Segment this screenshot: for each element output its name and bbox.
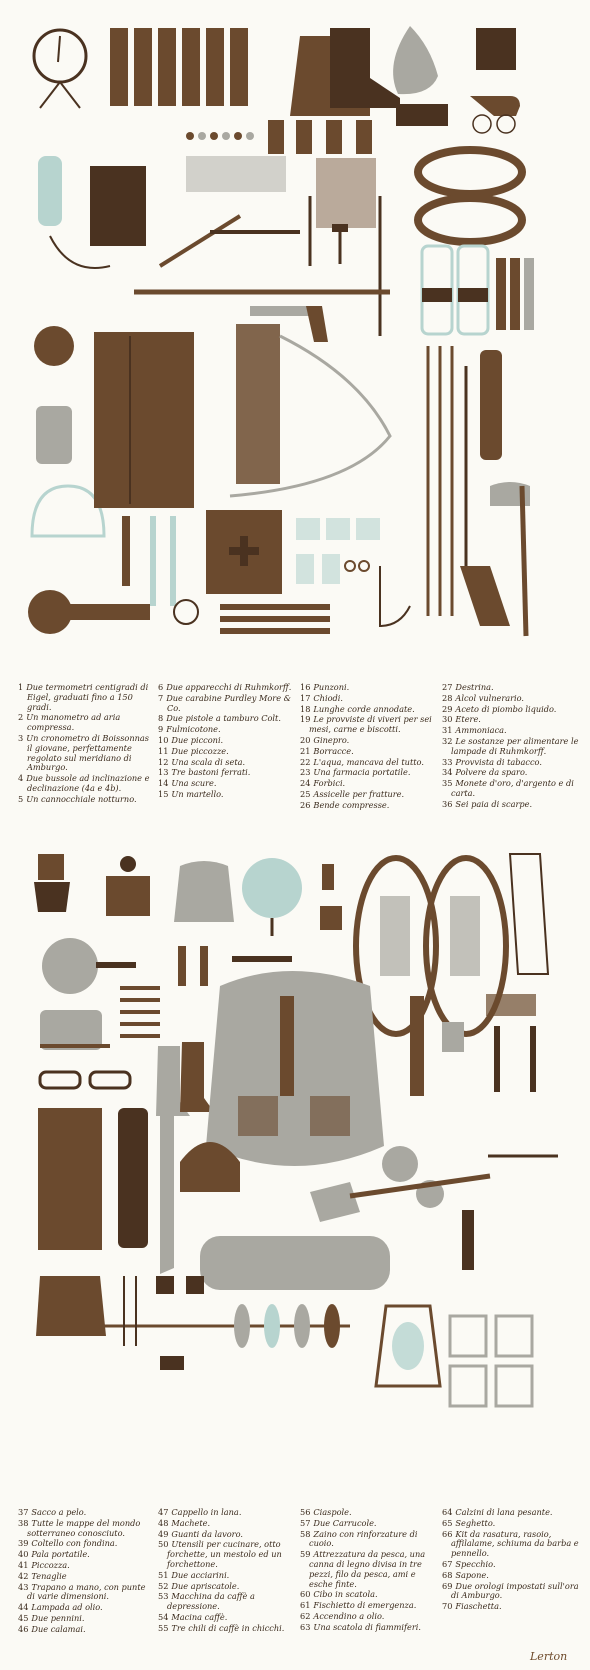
legend-item-text: Un cannocchiale notturno. xyxy=(26,793,137,804)
legend-item-text: Assicelle per fratture. xyxy=(313,788,405,799)
legend-item-number: 45 xyxy=(18,1612,29,1623)
legend-item-text: Le sostanze per alimentare le lampade di Ruhmkorff. xyxy=(451,735,579,756)
legend-item-number: 42 xyxy=(18,1570,29,1581)
coffee-pot-icon xyxy=(34,854,70,912)
legend-item xyxy=(158,1508,294,1518)
legend-item-text: Fiaschetta. xyxy=(455,1601,502,1612)
legend-item xyxy=(300,1601,436,1611)
legend-item-number: 18 xyxy=(300,703,311,714)
legend-item xyxy=(300,715,436,735)
legend-item-number: 44 xyxy=(18,1602,29,1613)
legend-item-number: 46 xyxy=(18,1623,29,1634)
legend-item xyxy=(158,747,294,757)
legend-item-text: Macchina da caffè a depressione. xyxy=(167,1591,255,1612)
legend-item-text: Seghetto. xyxy=(455,1517,496,1528)
punches-icon xyxy=(186,156,286,192)
legend-item-text: Le provviste di viveri per sei mesi, carne e biscotti. xyxy=(309,714,432,735)
legend-item xyxy=(442,705,582,715)
legend-item xyxy=(300,790,436,800)
legend-item xyxy=(158,1592,294,1612)
legend-item xyxy=(300,1508,436,1518)
legend-item-text: Chiodi. xyxy=(313,692,343,703)
gloves-icon xyxy=(36,1276,106,1336)
legend-item-number: 21 xyxy=(300,745,311,756)
legend-top xyxy=(18,683,578,813)
carabiners-icon xyxy=(496,258,534,330)
legend-item xyxy=(18,1603,150,1613)
legend-item-number: 51 xyxy=(158,1569,169,1580)
dynamite-icon xyxy=(110,28,248,106)
oil-lamp-icon xyxy=(376,1306,440,1386)
legend-item xyxy=(442,715,582,725)
legend-item xyxy=(18,774,150,794)
legend-item xyxy=(300,747,436,757)
legend-item-number: 47 xyxy=(158,1507,169,1517)
legend-item xyxy=(300,1519,436,1529)
legend-item-number: 36 xyxy=(442,798,453,809)
legend-item-text: Tre chili di caffè in chicchi. xyxy=(171,1622,285,1633)
legend-item-number: 52 xyxy=(158,1580,169,1591)
legend-item xyxy=(442,1530,582,1559)
backpack-icon xyxy=(206,971,384,1166)
legend-item-number: 10 xyxy=(158,734,169,745)
legend-item xyxy=(442,768,582,778)
coffee-sack-icon xyxy=(174,861,234,922)
legend-item-number: 37 xyxy=(18,1507,29,1517)
pickaxe-icon xyxy=(160,196,310,266)
legend-item-text: Fischietto di emergenza. xyxy=(313,1600,417,1611)
legend-item xyxy=(442,800,582,810)
legend-item-number: 39 xyxy=(18,1538,29,1549)
legend-item-number: 40 xyxy=(18,1549,29,1560)
legend-item-text: Ammoniaca. xyxy=(455,725,507,736)
legend-item xyxy=(158,1530,294,1540)
legend-item xyxy=(158,1519,294,1529)
legend-item-number: 64 xyxy=(442,1507,453,1517)
legend-item xyxy=(300,801,436,811)
legend-item-text: Due apriscatole. xyxy=(171,1580,240,1591)
canned-food-icon xyxy=(450,1316,532,1406)
legend-column xyxy=(158,683,294,801)
legend-item xyxy=(18,1583,150,1603)
legend-item-number: 38 xyxy=(18,1517,29,1528)
glasses-icon xyxy=(473,115,515,133)
legend-item-number: 1 xyxy=(18,682,24,692)
legend-item-text: Macina caffè. xyxy=(171,1611,228,1622)
wooden-chest-icon xyxy=(94,332,194,508)
legend-item xyxy=(18,795,150,805)
legend-item-number: 27 xyxy=(442,682,453,692)
alpenstocks-icon xyxy=(428,346,452,616)
rope-icon xyxy=(418,150,522,242)
legend-item-number: 34 xyxy=(442,767,453,778)
saw-icon xyxy=(510,854,548,974)
chronometer-icon xyxy=(174,600,198,624)
legend-item-text: Trapano a mano, con punte di varie dimensioni. xyxy=(27,1581,146,1602)
tobacco-jar-icon xyxy=(476,28,516,70)
legend-item-text: Ginepro. xyxy=(313,734,350,745)
bell-jar-icon xyxy=(32,486,104,536)
legend-item-number: 25 xyxy=(300,788,311,799)
legend-item-number: 68 xyxy=(442,1569,453,1580)
coffee-grinder-icon xyxy=(106,856,150,916)
legend-item-text: Due pennini. xyxy=(31,1612,85,1623)
legend-item xyxy=(158,1613,294,1623)
legend-item-text: Due bussole ad inclinazione e declinazione (4a e 4b). xyxy=(26,773,150,793)
goggles-icon xyxy=(40,1072,130,1088)
legend-item-number: 29 xyxy=(442,703,453,714)
legend-item xyxy=(442,779,582,799)
legend-item xyxy=(18,1561,150,1571)
legend-item-text: Provvista di tabacco. xyxy=(455,756,542,767)
legend-item-number: 62 xyxy=(300,1610,311,1621)
pulleys-icon xyxy=(382,1146,444,1208)
matches-icon xyxy=(486,994,536,1016)
legend-item-text: Due calamai. xyxy=(31,1623,86,1634)
legend-item-number: 30 xyxy=(442,714,453,725)
nails-icon xyxy=(316,158,376,228)
legend-item-text: L'aqua, mancava del tutto. xyxy=(313,756,424,767)
legend-item xyxy=(18,1614,150,1624)
legend-item-text: Guanti da lavoro. xyxy=(171,1528,243,1539)
flask-icon xyxy=(36,406,72,464)
ruhmkorff-apparatus-icon xyxy=(38,156,146,268)
legend-item-text: Etere. xyxy=(455,714,481,725)
knife-sheath-icon xyxy=(410,996,424,1096)
legend-column xyxy=(442,683,582,811)
whistle-icon xyxy=(160,1356,184,1370)
thermometers-icon xyxy=(122,516,176,606)
legend-item xyxy=(158,714,294,724)
socks-icon xyxy=(156,1042,214,1116)
legend-item-text: Tutte le mappe del mondo sotterraneo conosciuto. xyxy=(27,1517,141,1538)
legend-item-text: Utensili per cucinare, otto forchette, un mestolo ed un forchettone. xyxy=(167,1539,282,1569)
legend-item-number: 9 xyxy=(158,724,164,735)
legend-item xyxy=(442,1508,582,1518)
legend-item-text: Sei paia di scarpe. xyxy=(455,798,533,809)
legend-item-text: Fulmicotone. xyxy=(166,724,221,735)
legend-item-text: Attrezzatura da pesca, una canna di legno divisa in tre pezzi, filo da pesca, ami e esche finte. xyxy=(309,1549,426,1589)
scissors-icon xyxy=(345,561,369,571)
legend-item-text: Un manometro ad aria compressa. xyxy=(26,712,121,733)
legend-column xyxy=(442,1508,582,1613)
legend-item xyxy=(18,1519,150,1539)
legend-item-text: Aceto di piombo liquido. xyxy=(455,703,557,714)
coins-icon xyxy=(186,132,254,140)
soap-icon xyxy=(320,906,342,930)
legend-item-text: Polvere da sparo. xyxy=(455,767,528,778)
legend-item xyxy=(158,736,294,746)
legend-item-number: 49 xyxy=(158,1528,169,1539)
legend-column xyxy=(300,683,436,812)
legend-item-text: Machete. xyxy=(171,1517,211,1528)
legend-bottom xyxy=(18,1508,578,1648)
legend-item-text: Un martello. xyxy=(171,788,224,799)
legend-item xyxy=(158,1571,294,1581)
legend-item-number: 24 xyxy=(300,778,311,789)
pharmacy-bottles-icon xyxy=(296,518,380,584)
legend-item xyxy=(300,1550,436,1589)
lighter-icon xyxy=(442,1022,464,1052)
legend-item-text: Alcol vulnerario. xyxy=(455,692,525,703)
legend-item xyxy=(442,1602,582,1612)
legend-item xyxy=(158,768,294,778)
legend-item-number: 11 xyxy=(158,745,169,756)
legend-item-number: 61 xyxy=(300,1600,311,1611)
illustration-bottom xyxy=(10,846,580,1496)
legend-item-number: 8 xyxy=(158,713,164,724)
legend-item-number: 28 xyxy=(442,692,453,703)
legend-item xyxy=(18,734,150,773)
legend-item xyxy=(18,713,150,733)
map-case-icon xyxy=(118,1108,148,1248)
legend-item xyxy=(300,1590,436,1600)
legend-item-text: Due picconi. xyxy=(171,734,224,745)
legend-item-number: 33 xyxy=(442,756,453,767)
legend-column xyxy=(300,1508,436,1634)
legend-item-text: Kit da rasatura, rasoio, affilalame, schiuma da barba e pennello. xyxy=(451,1528,579,1559)
legend-column xyxy=(158,1508,294,1635)
legend-item-text: Ciaspole. xyxy=(313,1507,352,1517)
legend-item-text: Forbici. xyxy=(313,778,346,789)
legend-item-number: 53 xyxy=(158,1591,169,1602)
silk-ladder-icon xyxy=(230,324,390,496)
case-icon xyxy=(396,104,448,126)
legend-item-number: 70 xyxy=(442,1601,453,1612)
legend-item-text: Accendino a olio. xyxy=(313,1610,385,1621)
pipe-icon xyxy=(470,96,520,116)
bottles-icon xyxy=(268,120,372,154)
legend-item-number: 7 xyxy=(158,692,164,703)
legend-item-number: 4 xyxy=(18,773,24,784)
legend-item-text: Specchio. xyxy=(455,1558,496,1569)
mirror-icon xyxy=(242,858,302,936)
legend-item-text: Bende compresse. xyxy=(313,799,390,810)
legend-item-number: 60 xyxy=(300,1589,311,1600)
watches-icon xyxy=(494,1026,536,1092)
pens-icon xyxy=(124,1276,136,1346)
legend-item xyxy=(300,694,436,704)
illustration-top xyxy=(10,6,580,670)
legend-item xyxy=(442,683,582,693)
legend-item xyxy=(442,1582,582,1602)
legend-item-text: Piccozza. xyxy=(31,1559,70,1570)
thermometer-stand-icon xyxy=(34,30,86,108)
legend-item-number: 16 xyxy=(300,682,311,692)
illustration-panel-top xyxy=(10,6,580,670)
shaving-brush-icon xyxy=(322,864,334,890)
legend-item-number: 41 xyxy=(18,1559,29,1570)
legend-item-number: 69 xyxy=(442,1580,453,1591)
machete-icon xyxy=(160,1108,174,1274)
legend-item-number: 57 xyxy=(300,1517,311,1528)
legend-column xyxy=(18,1508,150,1636)
legend-item-number: 23 xyxy=(300,767,311,778)
legend-item-text: Una scala di seta. xyxy=(171,756,246,767)
legend-item-text: Sapone. xyxy=(455,1569,489,1580)
legend-item-text: Due piccozze. xyxy=(171,745,229,756)
legend-item-text: Lunghe corde annodate. xyxy=(313,703,415,714)
legend-item xyxy=(158,1540,294,1569)
legend-item-text: Due acciarini. xyxy=(171,1569,230,1580)
legend-item-number: 48 xyxy=(158,1517,169,1528)
legend-item xyxy=(300,736,436,746)
legend-item xyxy=(158,694,294,714)
legend-item-number: 63 xyxy=(300,1621,311,1632)
legend-item-text: Due termometri centigradi di Eigel, graduati fino a 150 gradi. xyxy=(26,682,149,712)
legend-item-text: Punzoni. xyxy=(313,682,350,692)
legend-item xyxy=(442,1571,582,1581)
hammer-icon xyxy=(332,224,348,264)
pliers-icon xyxy=(462,1210,474,1270)
legend-item xyxy=(158,683,294,693)
frying-pan-icon xyxy=(42,938,136,994)
legend-item-number: 2 xyxy=(18,712,24,723)
legend-item-text: Pala portatile. xyxy=(31,1549,90,1560)
legend-item-number: 13 xyxy=(158,767,169,778)
legend-column xyxy=(18,683,150,806)
legend-item xyxy=(300,758,436,768)
legend-item-text: Due carabine Purdley More & Co. xyxy=(166,692,291,713)
legend-item-number: 26 xyxy=(300,799,311,810)
legend-item-number: 15 xyxy=(158,788,169,799)
forks-icon xyxy=(120,986,160,1038)
legend-item-number: 5 xyxy=(18,793,24,804)
boots-icon xyxy=(290,28,400,116)
legend-item-text: Una scatola di fiammiferi. xyxy=(313,1621,422,1632)
legend-item xyxy=(18,1539,150,1549)
maps-icon xyxy=(38,1108,102,1250)
legend-item-number: 20 xyxy=(300,734,311,745)
legend-item xyxy=(442,694,582,704)
legend-item xyxy=(300,1623,436,1633)
water-bottles-icon xyxy=(422,246,488,334)
legend-item-number: 54 xyxy=(158,1611,169,1622)
legend-item xyxy=(300,705,436,715)
legend-item-number: 17 xyxy=(300,692,311,703)
legend-item-number: 19 xyxy=(300,714,311,725)
legend-item xyxy=(18,1550,150,1560)
legend-item-text: Borracce. xyxy=(313,745,354,756)
legend-item-number: 50 xyxy=(158,1539,169,1550)
legend-item-text: Una scure. xyxy=(171,778,217,789)
legend-item-text: Due Carrucole. xyxy=(313,1517,377,1528)
legend-item-text: Due orologi impostati sull'ora di Amburgo. xyxy=(451,1580,579,1601)
legend-item-number: 58 xyxy=(300,1528,311,1539)
legend-item-number: 32 xyxy=(442,735,453,746)
legend-item xyxy=(18,1572,150,1582)
legend-item-number: 6 xyxy=(158,682,164,692)
illustration-panel-bottom xyxy=(10,846,580,1496)
legend-item xyxy=(158,725,294,735)
compass-icon xyxy=(28,590,150,634)
legend-item-text: Cappello in lana. xyxy=(171,1507,242,1517)
canteen-icon xyxy=(34,326,74,366)
legend-item xyxy=(442,726,582,736)
legend-item xyxy=(300,768,436,778)
legend-item-text: Una farmacia portatile. xyxy=(313,767,411,778)
legend-item xyxy=(300,1612,436,1622)
legend-item-number: 35 xyxy=(442,778,453,789)
legend-item-number: 14 xyxy=(158,778,169,789)
legend-item xyxy=(158,1582,294,1592)
legend-item xyxy=(158,790,294,800)
legend-item-text: Due apparecchi di Ruhmkorff. xyxy=(166,682,292,692)
sleeping-bag-icon xyxy=(200,1236,390,1290)
legend-item-text: Zaino con rinforzature di cuoio. xyxy=(309,1528,418,1549)
legend-item-text: Un cronometro di Boissonnas il giovane, perfettamente regolato sul meridiano di Amburgo. xyxy=(26,732,149,773)
legend-item xyxy=(442,737,582,757)
legend-item-text: Tre bastoni ferrati. xyxy=(171,767,251,778)
legend-item-text: Sacco a pelo. xyxy=(31,1507,87,1517)
legend-item xyxy=(300,683,436,693)
first-aid-bag-icon xyxy=(206,510,282,594)
legend-item-number: 43 xyxy=(18,1581,29,1592)
legend-item-number: 31 xyxy=(442,725,453,736)
legend-item-number: 67 xyxy=(442,1558,453,1569)
legend-item-number: 3 xyxy=(18,732,24,743)
legend-item-text: Due pistole a tamburo Colt. xyxy=(166,713,281,724)
legend-item-text: Coltello con fondina. xyxy=(31,1538,118,1549)
legend-item xyxy=(158,758,294,768)
legend-item xyxy=(18,1508,150,1518)
legend-item xyxy=(442,758,582,768)
legend-item-number: 59 xyxy=(300,1549,311,1560)
splints-icon xyxy=(220,604,330,634)
legend-item xyxy=(18,1625,150,1635)
legend-item-text: Monete d'oro, d'argento e di carta. xyxy=(451,778,574,798)
legend-item xyxy=(442,1519,582,1529)
can-openers-icon xyxy=(178,946,208,986)
legend-item-number: 12 xyxy=(158,756,169,767)
tobacco-pouch-icon xyxy=(393,26,438,94)
legend-item-number: 55 xyxy=(158,1622,169,1633)
legend-item xyxy=(18,683,150,712)
legend-item-text: Lampada ad olio. xyxy=(31,1602,103,1613)
legend-item xyxy=(300,779,436,789)
legend-item-text: Destrina. xyxy=(455,682,494,692)
legend-item-number: 56 xyxy=(300,1507,311,1517)
legend-item-number: 65 xyxy=(442,1517,453,1528)
snowshoes-icon xyxy=(356,858,506,1034)
razor-icon xyxy=(232,956,292,962)
legend-item xyxy=(300,1530,436,1550)
legend-item-text: Calzini di lana pesante. xyxy=(455,1507,553,1517)
legend-item xyxy=(158,779,294,789)
legend-item-text: Tenaglie xyxy=(31,1570,67,1581)
legend-item xyxy=(442,1560,582,1570)
inkwells-icon xyxy=(156,1276,204,1294)
legend-item-number: 66 xyxy=(442,1528,453,1539)
grapnel-icon xyxy=(380,566,410,626)
telescope-icon xyxy=(480,350,502,460)
artist-signature: Lerton xyxy=(530,1650,568,1663)
legend-item-text: Cibo in scatola. xyxy=(313,1589,378,1600)
legend-item-number: 22 xyxy=(300,756,311,767)
legend-item xyxy=(158,1624,294,1634)
